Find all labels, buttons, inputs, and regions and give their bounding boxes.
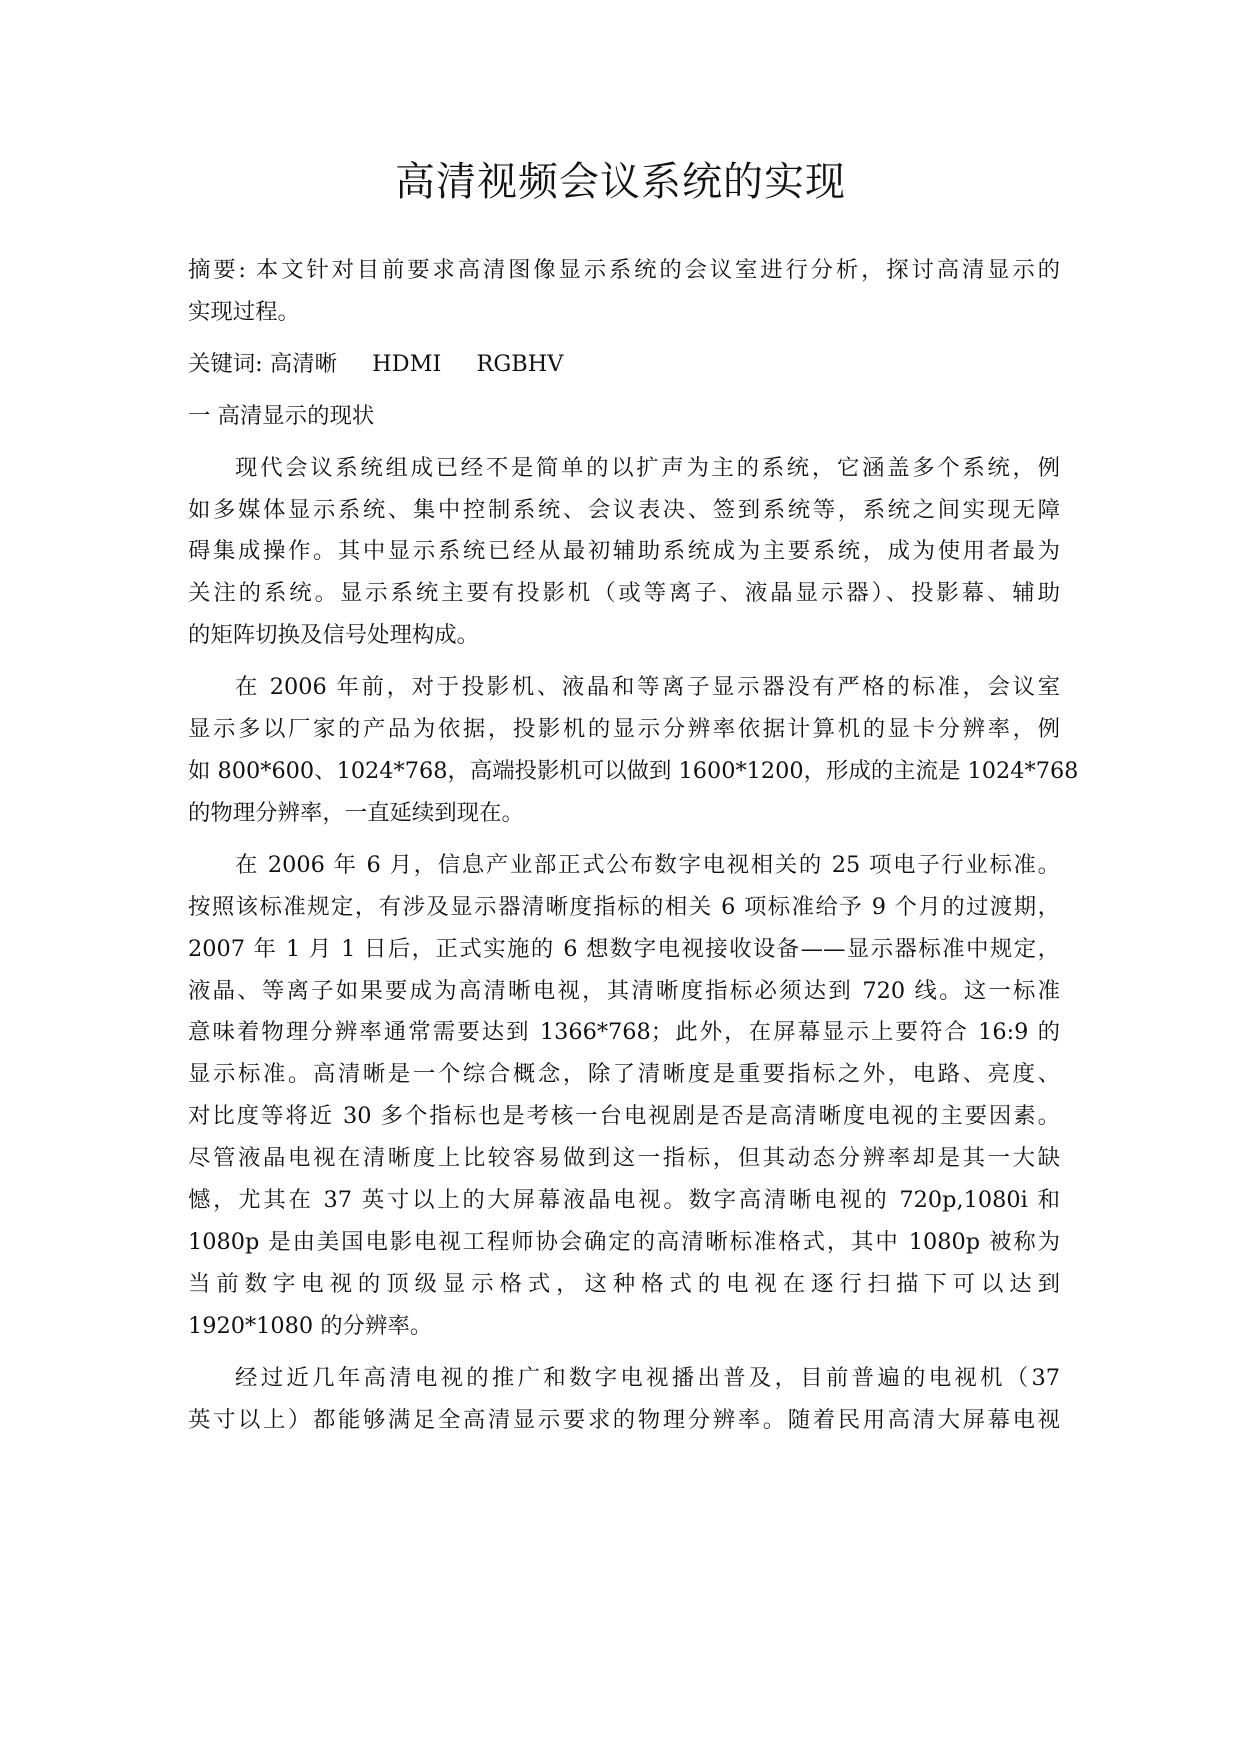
spacer [188, 1348, 1060, 1358]
paragraph-line: 关注的系统。显示系统主要有投影机（或等离子、液晶显示器）、投影幕、辅助 [188, 580, 1060, 607]
paragraph-line: 的矩阵切换及信号处理构成。 [188, 622, 480, 649]
abstract-line: 实现过程。 [188, 298, 300, 325]
paragraph [188, 448, 1060, 658]
paragraph-line: 显示多以厂家的产品为依据，投影机的显示分辨率依据计算机的显卡分辨率，例 [188, 716, 1060, 743]
spacer [188, 438, 1060, 448]
paragraph-line: 液晶、等离子如果要成为高清晰电视，其清晰度指标必须达到 720 线。这一标准 [188, 977, 1060, 1004]
paragraph [188, 1358, 1060, 1442]
document-title: 高清视频会议系统的实现 [395, 159, 846, 205]
keywords [188, 344, 1060, 386]
abstract [188, 250, 1060, 334]
keyword: 高清晰 [269, 350, 338, 377]
paragraph-line: 当前数字电视的顶级显示格式，这种格式的电视在逐行扫描下可以达到 [188, 1270, 1060, 1297]
paragraph-line: 在 2006 年前，对于投影机、液晶和等离子显示器没有严格的标准，会议室 [235, 674, 1060, 701]
document-body [188, 250, 1079, 1441]
paragraph-line: 经过近几年高清电视的推广和数字电视播出普及，目前普遍的电视机（37 [235, 1364, 1060, 1391]
paragraph-line: 1080p 是由美国电影电视工程师协会确定的高清晰标准格式，其中 1080p 被称为 [188, 1228, 1060, 1255]
spacer [188, 334, 1060, 344]
paragraph-line: 1920*1080 的分辨率。 [188, 1312, 433, 1339]
paragraph-line: 的物理分辨率，一直延续到现在。 [188, 799, 524, 826]
spacer [188, 386, 1060, 396]
paragraph-line: 2007 年 1 月 1 日后，正式实施的 6 想数字电视接收设备——显示器标准中规定， [188, 935, 1060, 962]
keywords-label: 关键词: [188, 350, 263, 377]
paragraph-line: 对比度等将近 30 多个指标也是考核一台电视剧是否是高清晰度电视的主要因素。 [188, 1103, 1060, 1130]
abstract-line: 摘要: 本文针对目前要求高清图像显示系统的会议室进行分析，探讨高清显示的 [188, 257, 1060, 283]
paragraph-line: 在 2006 年 6 月，信息产业部正式公布数字电视相关的 25 项电子行业标准。 [235, 851, 1060, 878]
paragraph-line: 如多媒体显示系统、集中控制系统、会议表决、签到系统等，系统之间实现无障 [188, 496, 1060, 523]
paragraph-line: 英寸以上）都能够满足全高清显示要求的物理分辨率。随着民用高清大屏幕电视 [188, 1406, 1060, 1433]
paragraph-line: 现代会议系统组成已经不是简单的以扩声为主的系统，它涵盖多个系统，例 [235, 454, 1060, 481]
section-heading: 一 高清显示的现状 [188, 402, 375, 429]
paragraph-line: 如 800*600、1024*768，高端投影机可以做到 1600*1200，形成的主流是 1024*768 [188, 757, 1079, 784]
paragraph-line: 尽管液晶电视在清晰度上比较容易做到这一指标，但其动态分辨率却是其一大缺 [188, 1145, 1060, 1172]
paragraph-line: 碍集成操作。其中显示系统已经从最初辅助系统成为主要系统，成为使用者最为 [188, 538, 1060, 565]
paragraph-line: 憾，尤其在 37 英寸以上的大屏幕液晶电视。数字高清晰电视的 720p,1080i 和 [188, 1187, 1060, 1214]
paragraph [188, 667, 1079, 835]
keyword: RGBHV [476, 350, 564, 377]
keyword: HDMI [372, 350, 442, 377]
paragraph [188, 845, 1060, 1348]
paragraph-line: 按照该标准规定，有涉及显示器清晰度指标的相关 6 项标准给予 9 个月的过渡期， [188, 893, 1060, 920]
spacer [188, 657, 1060, 667]
paragraph-line: 显示标准。高清晰是一个综合概念，除了清晰度是重要指标之外，电路、亮度、 [188, 1061, 1060, 1088]
spacer [188, 835, 1060, 845]
paragraph-line: 意味着物理分辨率通常需要达到 1366*768；此外，在屏幕显示上要符合 16:9 的 [188, 1019, 1060, 1046]
